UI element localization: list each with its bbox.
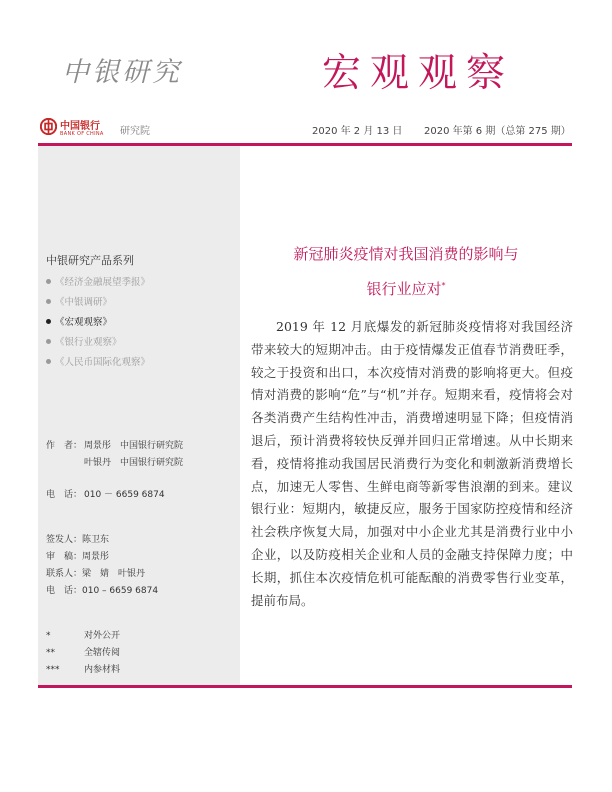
article-title-text: 银行业应对 xyxy=(366,280,442,298)
authors-line-2 xyxy=(84,455,183,468)
research-logo-wordmark: 中银研究 xyxy=(62,57,182,88)
classification-public xyxy=(46,628,120,641)
bullet-icon xyxy=(46,319,51,324)
bullet-icon xyxy=(46,359,51,364)
classification-text: 内参材料 xyxy=(84,665,121,675)
classification-internal xyxy=(46,645,120,658)
series-list xyxy=(46,275,150,375)
sidebar-panel xyxy=(38,146,240,685)
contact-phone-line xyxy=(46,583,158,596)
authors-line-1 xyxy=(46,438,183,451)
series-item: 《经济金融展望季报》 xyxy=(46,275,150,295)
author-entry: 叶银丹 中国银行研究院 xyxy=(84,458,184,468)
signer-label: 签发人： xyxy=(46,535,83,545)
authors-label: 作 者： xyxy=(46,441,83,451)
series-item: 《中银调研》 xyxy=(46,295,150,315)
reviewer-label: 审 稿： xyxy=(46,552,83,562)
footer-divider xyxy=(38,685,572,688)
publish-date: 2020 年 2 月 13 日 xyxy=(312,126,403,137)
author-entry: 周景彤 中国银行研究院 xyxy=(84,441,184,451)
classification-text: 对外公开 xyxy=(84,631,121,641)
phone-value: 010 － 6659 6874 xyxy=(84,490,165,500)
series-title: 中银研究产品系列 xyxy=(46,254,134,267)
bullet-icon xyxy=(46,299,51,304)
article-title-line-2 xyxy=(240,278,572,299)
phone-label: 电 话： xyxy=(46,490,83,500)
article-abstract: 2019 年 12 月底爆发的新冠肺炎疫情将对我国经济带来较大的短期冲击。由于疫情爆发正值春节消费旺季，较之于投资和出口，本次疫情对消费的影响将更大。但疫情对消费的影响“危”与“机”并存。短期来看，疫情将会对各类消费产生结构性冲击，消费增速明显下降；但疫情消退后，预计消费将较快反弹并回归正常增速。从中长期来看，疫情将推动我国居民消费行为变化和刺激新消费增长点，加速无人零售、生鲜电商等新零售浪潮的到来。建议银行业：短期内，敏捷反应，服务于国家防控疫情和经济社会秩序恢复大局，加强对中小企业尤其是消费行业中小企业，以及防疫相关企业和人员的金融支持保障力度；中长期，抓住本次疫情危机可能酝酿的消费零售行业变革，提前布局。 xyxy=(251,319,573,608)
contact-line xyxy=(46,566,145,579)
bullet-icon xyxy=(46,279,51,284)
contact-label: 联系人： xyxy=(46,569,83,579)
series-item-current: 《宏观观察》 xyxy=(46,315,150,335)
bullet-icon xyxy=(46,339,51,344)
bank-name-en: BANK OF CHINA xyxy=(60,131,104,137)
contact-phone-value: 010 – 6659 6874 xyxy=(82,586,159,596)
reviewer-value: 周景彤 xyxy=(82,552,110,562)
classification-confidential xyxy=(46,662,120,675)
series-item: 《人民币国际化观察》 xyxy=(46,355,150,375)
bank-of-china-logo-icon xyxy=(40,118,57,135)
classification-mark: ** xyxy=(46,648,55,658)
contact-value: 梁 婧 叶银丹 xyxy=(82,569,146,579)
contact-phone-label: 电 话： xyxy=(46,586,83,596)
series-item: 《银行业观察》 xyxy=(46,335,150,355)
phone-line xyxy=(46,487,165,500)
signer-line xyxy=(46,532,109,545)
institute-label: 研究院 xyxy=(120,126,150,137)
article-title-line-1: 新冠肺炎疫情对我国消费的影响与 xyxy=(293,245,519,263)
footnote-mark: * xyxy=(441,281,446,290)
classification-mark: *** xyxy=(46,665,60,675)
classification-text: 全辖传阅 xyxy=(84,648,121,658)
signer-value: 陈卫东 xyxy=(82,535,110,545)
bank-name-cn: 中国银行 xyxy=(60,121,100,132)
classification-mark: * xyxy=(46,631,51,641)
reviewer-line xyxy=(46,549,109,562)
issue-number: 2020 年第 6 期（总第 275 期） xyxy=(424,126,571,137)
report-series-title: 宏观观察 xyxy=(322,51,515,96)
